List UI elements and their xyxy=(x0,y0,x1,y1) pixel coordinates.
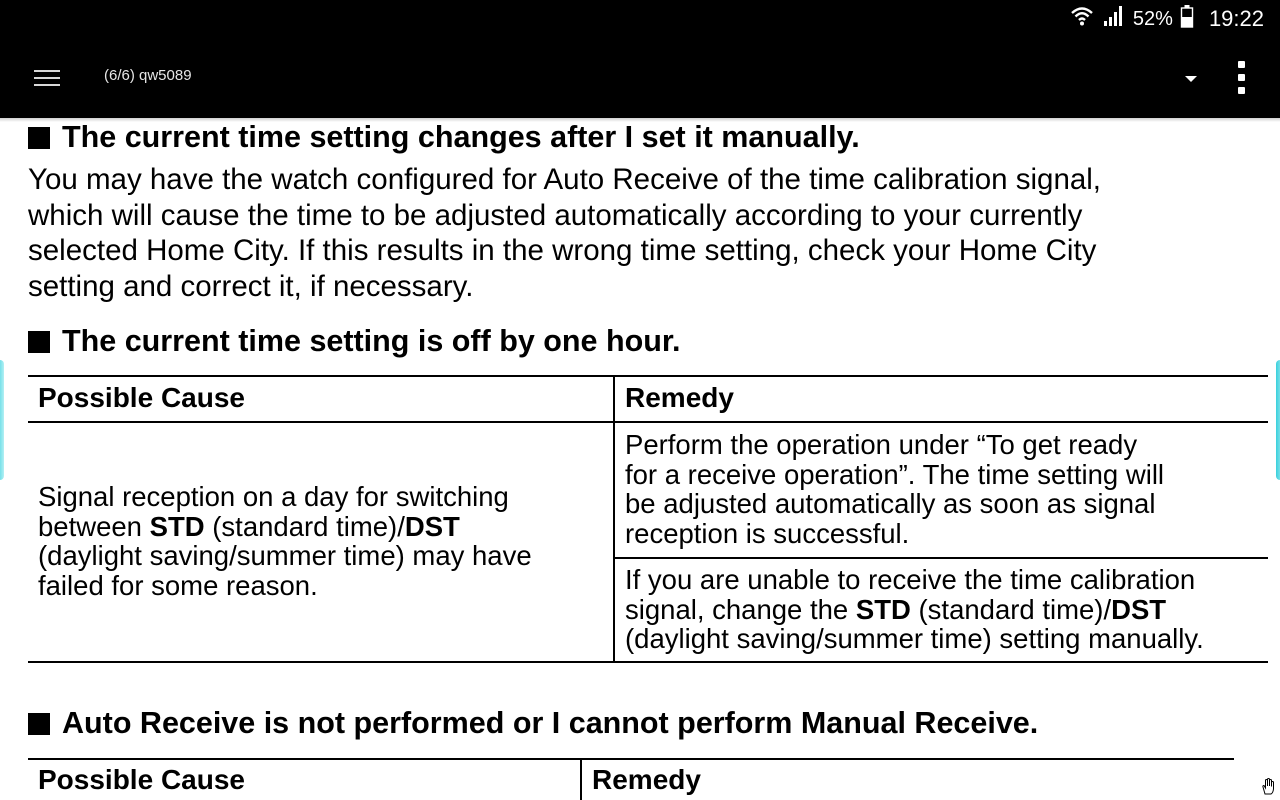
table-header-cause: Possible Cause xyxy=(38,764,245,795)
cause-line: Signal reception on a day for switching xyxy=(38,481,509,512)
cause-line: failed for some reason. xyxy=(38,569,318,601)
section-paragraph xyxy=(28,162,1248,304)
remedy-line: (daylight saving/summer time) setting manually. xyxy=(625,623,1204,654)
section-heading xyxy=(28,706,1038,741)
table-cell-remedy xyxy=(625,565,1265,654)
menu-icon[interactable] xyxy=(30,63,66,93)
table-cell-cause xyxy=(38,482,598,600)
document-title: (6/6) qw5089 xyxy=(104,67,192,84)
table-header-cause: Possible Cause xyxy=(38,382,245,413)
square-bullet-icon xyxy=(28,713,50,735)
hand-cursor-icon xyxy=(1259,776,1279,796)
edge-panel-handle-right[interactable] xyxy=(1276,360,1280,480)
app-toolbar xyxy=(0,40,1280,118)
table-header-remedy: Remedy xyxy=(625,382,734,413)
signal-icon xyxy=(1102,4,1126,34)
table-border-top xyxy=(28,375,1268,377)
heading-text: The current time setting changes after I set it manually. xyxy=(62,120,860,154)
table-border-top xyxy=(28,758,1234,760)
section-heading xyxy=(28,324,681,359)
battery-icon xyxy=(1180,4,1194,34)
paragraph-line: which will cause the time to be adjusted automatically according to your currently xyxy=(28,198,1083,232)
table-row-divider xyxy=(614,557,1268,559)
cause-line: (daylight saving/summer time) may have xyxy=(38,540,532,571)
status-indicators xyxy=(1069,6,1264,32)
remedy-line: If you are unable to receive the time calibration xyxy=(625,564,1196,595)
remedy-line: signal, change the STD (standard time)/DST xyxy=(625,593,1167,625)
section-heading xyxy=(28,120,860,155)
overflow-menu-icon[interactable] xyxy=(1228,58,1256,98)
table-border-bottom xyxy=(28,661,1268,663)
heading-text: The current time setting is off by one hour. xyxy=(62,324,681,358)
cause-line: between STD (standard time)/DST xyxy=(38,510,460,542)
document-page[interactable] xyxy=(0,118,1280,800)
paragraph-line: setting and correct it, if necessary. xyxy=(28,269,474,303)
table-cell-remedy xyxy=(625,430,1265,548)
clock-time: 19:22 xyxy=(1208,6,1264,31)
table-header-remedy: Remedy xyxy=(592,764,701,795)
edge-panel-handle-left[interactable] xyxy=(0,360,4,480)
wifi-icon xyxy=(1069,4,1095,34)
remedy-line: Perform the operation under “To get ready xyxy=(625,429,1138,460)
square-bullet-icon xyxy=(28,127,50,149)
square-bullet-icon xyxy=(28,331,50,353)
heading-text: Auto Receive is not performed or I cannot perform Manual Receive. xyxy=(62,706,1039,740)
remedy-line: be adjusted automatically as soon as signal xyxy=(625,488,1156,519)
table-column-divider xyxy=(580,758,582,800)
remedy-line: reception is successful. xyxy=(625,517,910,549)
status-bar xyxy=(0,0,1280,40)
paragraph-line: selected Home City. If this results in the wrong time setting, check your Home City xyxy=(28,234,1097,267)
remedy-line: for a receive operation”. The time setting will xyxy=(625,458,1165,490)
dropdown-arrow-icon[interactable] xyxy=(1178,66,1204,92)
table-column-divider xyxy=(613,375,615,663)
battery-percent: 52% xyxy=(1132,7,1173,30)
table-header-divider xyxy=(28,421,1268,423)
paragraph-line: You may have the watch configured for Auto Receive of the time calibration signal, xyxy=(28,163,1102,196)
